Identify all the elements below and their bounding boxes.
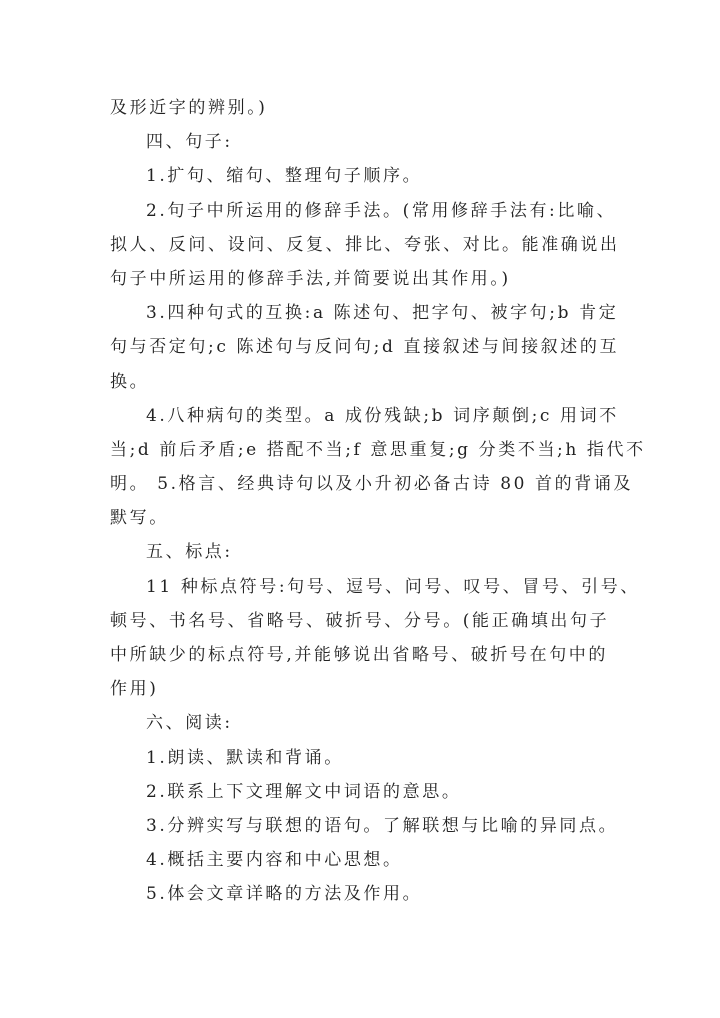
text-line: 五、标点: (146, 542, 233, 563)
text-line: 11 种标点符号:句号、逗号、问号、叹号、冒号、引号、 (146, 576, 640, 597)
text-line: 1.朗读、默读和背诵。 (146, 747, 344, 768)
text-line: 2.句子中所运用的修辞手法。(常用修辞手法有:比喻、 (146, 200, 617, 221)
text-line: 顿号、书名号、省略号、破折号、分号。(能正确填出句子 (110, 610, 610, 631)
text-line: 四、句子: (146, 132, 233, 153)
text-line: 3.四种句式的互换:a 陈述句、把字句、被字句;b 肯定 (146, 303, 619, 324)
text-line: 中所缺少的标点符号,并能够说出省略号、破折号在句中的 (110, 645, 609, 665)
text-line: 4.八种病句的类型。a 成份残缺;b 词序颠倒;c 用词不 (146, 405, 619, 426)
text-line: 5.体会文章详略的方法及作用。 (146, 884, 423, 905)
text-line: 4.概括主要内容和中心思想。 (146, 850, 403, 871)
text-line: 作用) (110, 679, 159, 700)
text-line: 句子中所运用的修辞手法,并简要说出其作用。) (110, 268, 511, 289)
text-line: 2.联系上下文理解文中词语的意思。 (146, 781, 462, 802)
text-line: 3.分辨实写与联想的语句。了解联想与比喻的异同点。 (146, 815, 619, 836)
text-line: 六、阅读: (146, 713, 233, 734)
text-line: 换。 (110, 371, 150, 392)
text-line: 句与否定句;c 陈述句与反问句;d 直接叙述与间接叙述的互 (110, 337, 620, 358)
document-page (110, 91, 646, 912)
text-line: 拟人、反问、设问、反复、排比、夸张、对比。能准确说出 (110, 234, 620, 255)
text-line: 默写。 (110, 508, 169, 529)
text-line: 1.扩句、缩句、整理句子顺序。 (146, 166, 423, 187)
text-line: 当;d 前后矛盾;e 搭配不当;f 意思重复;g 分类不当;h 指代不 (110, 439, 646, 460)
text-line: 及形近字的辨别。) (110, 98, 268, 118)
text-line: 明。 5.格言、经典诗句以及小升初必备古诗 80 首的背诵及 (110, 474, 634, 495)
